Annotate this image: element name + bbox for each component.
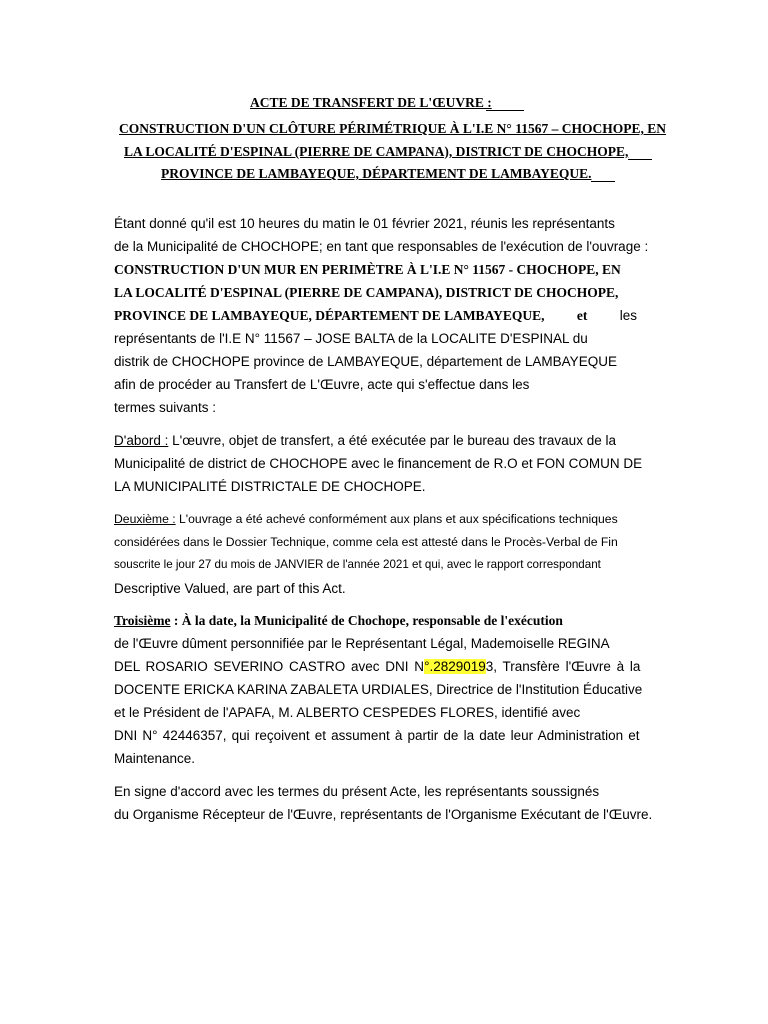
closing-line-2: du Organisme Récepteur de l'Œuvre, représentants de l'Organisme Exécutant de l'Œuvre. bbox=[114, 807, 653, 822]
deuxieme-text-1: L'ouvrage a été achevé conformément aux plans et aux spécifications techniques bbox=[179, 512, 618, 526]
intro-line-1: Étant donné qu'il est 10 heures du matin le 01 février 2021, réunis les représentants bbox=[114, 216, 615, 231]
troisieme-line-7: Maintenance. bbox=[114, 751, 196, 766]
dni-highlight: °.2829019 bbox=[424, 659, 486, 674]
intro-line-5-bold: PROVINCE DE LAMBAYEQUE, DÉPARTEMENT DE LAMBAYEQUE, bbox=[114, 308, 545, 323]
deuxieme-line-1 bbox=[114, 512, 618, 526]
intro-line-5-et: et bbox=[576, 308, 588, 323]
intro-line-2: de la Municipalité de CHOCHOPE; en tant que responsables de l'exécution de l'ouvrage : bbox=[114, 239, 649, 254]
intro-line-6: représentants de l'I.E N° 11567 – JOSE BALTA de la LOCALITE D'ESPINAL du bbox=[114, 331, 588, 346]
dabord-label: D'abord : bbox=[114, 433, 169, 448]
dabord-line-1 bbox=[114, 433, 616, 448]
intro-line-5 bbox=[114, 308, 637, 324]
title-underline-extension bbox=[628, 159, 652, 160]
project-title-line-1: CONSTRUCTION D'UN CLÔTURE PÉRIMÉTRIQUE À L'I.E N° 11567 – CHOCHOPE, EN bbox=[119, 121, 666, 136]
troisieme-line-3-b: 3, Transfère l'Œuvre à la bbox=[485, 659, 641, 674]
troisieme-line-3-a: DEL ROSARIO SEVERINO CASTRO avec DNI N bbox=[114, 659, 425, 674]
troisieme-text-1: : À la date, la Municipalité de Chochope, responsable de l'exécution bbox=[173, 613, 563, 628]
troisieme-line-2: de l'Œuvre dûment personnifiée par le Représentant Légal, Mademoiselle REGINA bbox=[114, 636, 610, 651]
troisieme-line-5: et le Président de l'APAFA, M. ALBERTO CESPEDES FLORES, identifié avec bbox=[114, 705, 581, 720]
title-underline-extension bbox=[591, 181, 615, 182]
troisieme-line-3 bbox=[114, 659, 640, 674]
troisieme-line-6: DNI N° 42446357, qui reçoivent et assument à partir de la date leur Administration et bbox=[114, 728, 640, 743]
intro-line-3: CONSTRUCTION D'UN MUR EN PERIMÈTRE À L'I.E N° 11567 - CHOCHOPE, EN bbox=[114, 262, 621, 277]
deuxieme-line-3: souscrite le jour 27 du mois de JANVIER de l'année 2021 et qui, avec le rapport correspondant bbox=[114, 558, 601, 571]
project-title-line-2: LA LOCALITÉ D'ESPINAL (PIERRE DE CAMPANA), DISTRICT DE CHOCHOPE, bbox=[124, 144, 629, 159]
dabord-line-2: Municipalité de district de CHOCHOPE avec le financement de R.O et FON COMUN DE bbox=[114, 456, 643, 471]
troisieme-line-4: DOCENTE ERICKA KARINA ZABALETA URDIALES, Directrice de l'Institution Éducative bbox=[114, 682, 643, 697]
troisieme-line-1 bbox=[114, 613, 563, 629]
intro-line-7: distrik de CHOCHOPE province de LAMBAYEQUE, département de LAMBAYEQUE bbox=[114, 354, 617, 369]
project-title-line-3: PROVINCE DE LAMBAYEQUE, DÉPARTEMENT DE LAMBAYEQUE. bbox=[161, 166, 592, 181]
title-underline-extension bbox=[486, 110, 524, 111]
closing-line-1: En signe d'accord avec les termes du présent Acte, les représentants soussignés bbox=[114, 784, 600, 799]
dabord-text-1: L'œuvre, objet de transfert, a été exécutée par le bureau des travaux de la bbox=[172, 433, 616, 448]
intro-line-5-les: les bbox=[619, 308, 637, 323]
document-title: ACTE DE TRANSFERT DE L'ŒUVRE : bbox=[250, 95, 492, 110]
dabord-line-3: LA MUNICIPALITÉ DISTRICTALE DE CHOCHOPE. bbox=[114, 479, 426, 494]
deuxieme-line-2: considérées dans le Dossier Technique, comme cela est attesté dans le Procès-Verbal de Fin bbox=[114, 535, 618, 549]
intro-line-8: afin de procéder au Transfert de L'Œuvre, acte qui s'effectue dans les bbox=[114, 377, 530, 392]
intro-line-9: termes suivants : bbox=[114, 400, 217, 415]
deuxieme-line-4: Descriptive Valued, are part of this Act. bbox=[114, 581, 346, 596]
deuxieme-label: Deuxième : bbox=[114, 512, 176, 526]
intro-line-4: LA LOCALITÉ D'ESPINAL (PIERRE DE CAMPANA), DISTRICT DE CHOCHOPE, bbox=[114, 285, 619, 300]
troisieme-label: Troisième bbox=[114, 613, 171, 628]
